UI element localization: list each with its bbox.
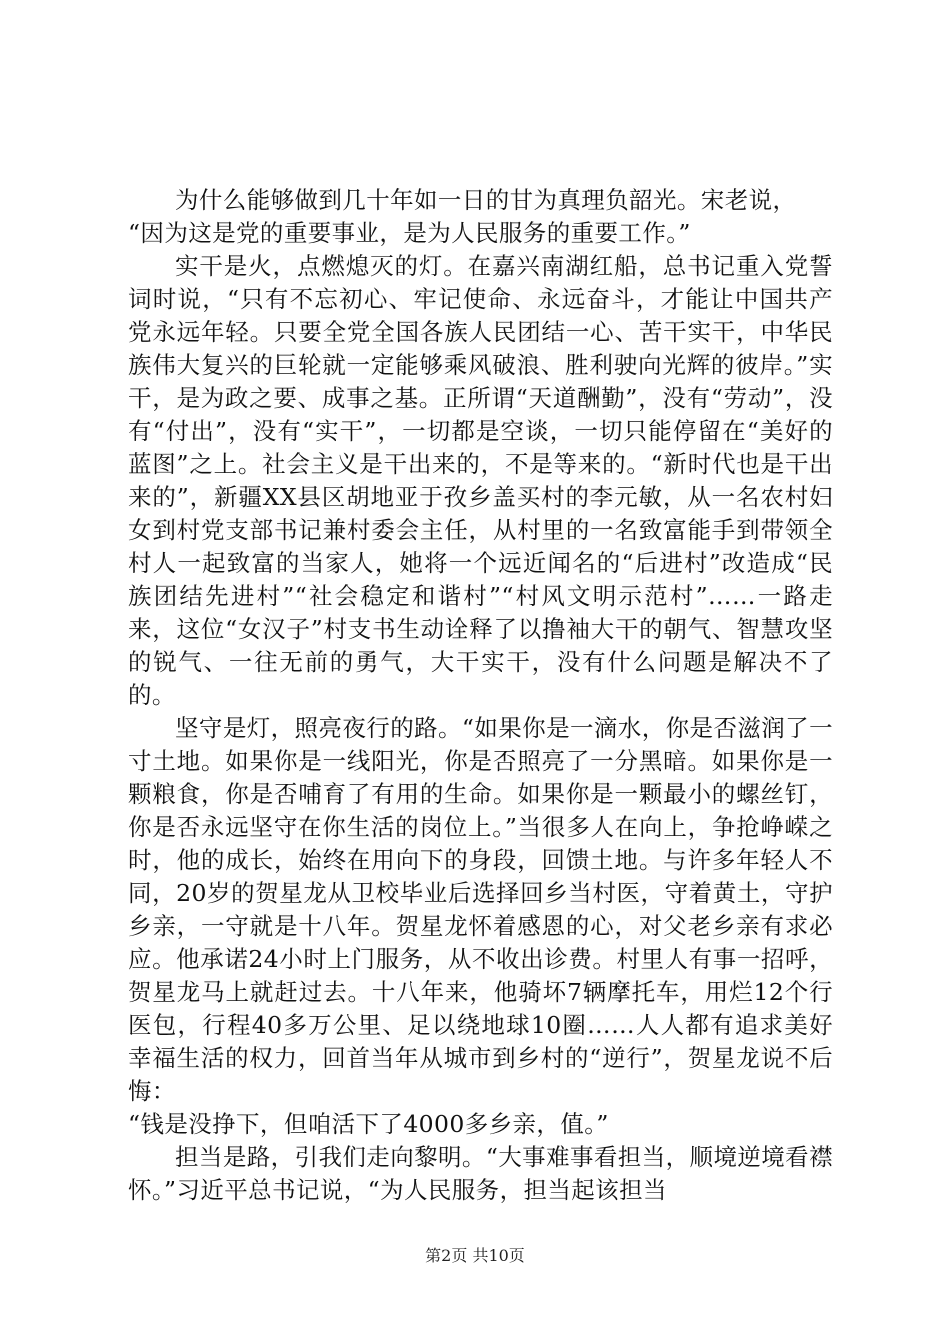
- page-number: 第2页 共10页: [425, 1246, 525, 1265]
- paragraph-3: 坚守是灯，照亮夜行的路。“如果你是一滴水，你是否滋润了一寸土地。如果你是一线阳光，你是否照亮了一分黑暗。如果你是一颗粮食，你是否哺育了有用的生命。如果你是一颗最小的螺丝钉，你是否永远坚守在你生活的岗位上。”当很多人在向上，争抢峥嵘之时，他的成长，始终在用向下的身段，回馈土地。与许多年轻人不同，20岁的贺星龙从卫校毕业后选择回乡当村医，守着黄土，守护乡亲，一守就是十八年。贺星龙怀着感恩的心，对父老乡亲有求必应。他承诺24小时上门服务，从不收出诊费。村里人有事一招呼，贺星龙马上就赶过去。十八年来，他骑坏7辆摩托车，用烂12个行医包，行程40多万公里、足以绕地球10圈……人人都有追求美好幸福生活的权力，回首当年从城市到乡村的“逆行”，贺星龙说不后悔：: [128, 714, 833, 1105]
- paragraph-4: 担当是路，引我们走向黎明。“大事难事看担当，顺境逆境看襟怀。”习近平总书记说，“为人民服务，担当起该担当: [128, 1143, 833, 1204]
- paragraph-quote-1: “因为这是党的重要事业，是为人民服务的重要工作。”: [128, 219, 691, 247]
- paragraph-1: 为什么能够做到几十年如一日的甘为真理负韶光。宋老说，: [175, 186, 797, 214]
- paragraph-quote-2: “钱是没挣下，但咱活下了4000多乡亲，值。”: [128, 1110, 609, 1138]
- paragraph-2: 实干是火，点燃熄灭的灯。在嘉兴南湖红船，总书记重入党誓词时说，“只有不忘初心、牢记使命、永远奋斗，才能让中国共产党永远年轻。只要全党全国各族人民团结一心、苦干实干，中华民族伟大复兴的巨轮就一定能够乘风破浪、胜利驶向光辉的彼岸。”实干，是为政之要、成事之基。正所谓“天道酬勤”，没有“劳动”，没有“付出”，没有“实干”，一切都是空谈，一切只能停留在“美好的蓝图”之上。社会主义是干出来的，不是等来的。“新时代也是干出来的”，新疆XX县区胡地亚于孜乡盖买村的李元敏，从一名农村妇女到村党支部书记兼村委会主任，从村里的一名致富能手到带领全村人一起致富的当家人，她将一个远近闻名的“后进村”改造成“民族团结先进村”“社会稳定和谐村”“村风文明示范村”……一路走来，这位“女汉子”村支书生动诠释了以撸袖大干的朝气、智慧攻坚的锐气、一往无前的勇气，大干实干，没有什么问题是解决不了的。: [128, 252, 833, 709]
- document-body: [128, 184, 833, 1207]
